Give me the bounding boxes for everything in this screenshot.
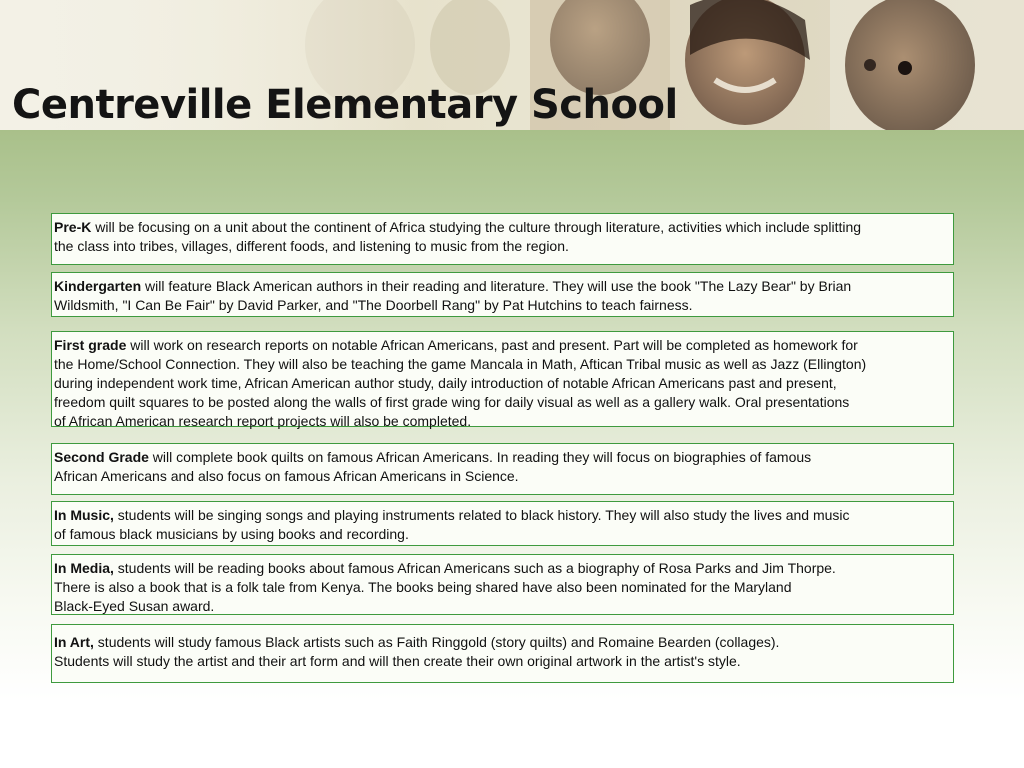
section-line: Second Grade will complete book quilts on famous African Americans. In reading they will focus on biographies of famous xyxy=(54,449,812,465)
section-label: In Media, xyxy=(54,560,114,576)
section-label: Pre-K xyxy=(54,219,92,235)
section-first-grade xyxy=(51,331,954,427)
section-line: the Home/School Connection. They will also be teaching the game Mancala in Math, Aftican Tribal music as well as Jazz (Ellington) xyxy=(54,356,867,372)
section-line: the class into tribes, villages, different foods, and listening to music from the region. xyxy=(54,238,569,254)
section-second-grade xyxy=(51,443,954,495)
section-line: of famous black musicians by using books and recording. xyxy=(54,526,409,542)
section-line: In Media, students will be reading books about famous African Americans such as a biography of Rosa Parks and Jim Thorpe. xyxy=(54,560,836,576)
section-art xyxy=(51,624,954,683)
section-line: freedom quilt squares to be posted along the walls of first grade wing for daily visual as well as a gallery walk. Oral presentations xyxy=(54,394,850,410)
section-line: Pre-K will be focusing on a unit about the continent of Africa studying the culture through literature, activities which include splitting xyxy=(54,219,862,235)
section-label: Second Grade xyxy=(54,449,149,465)
section-pre-k xyxy=(51,213,954,265)
section-line: First grade will work on research reports on notable African Americans, past and present. Part will be completed as homework for xyxy=(54,337,858,353)
section-line: during independent work time, African American author study, daily introduction of notable African Americans past and present, xyxy=(54,375,837,391)
section-label: First grade xyxy=(54,337,127,353)
header-banner xyxy=(0,0,1024,130)
section-line: of African American research report projects will also be completed. xyxy=(54,413,472,429)
section-kindergarten xyxy=(51,272,954,317)
section-label: In Art, xyxy=(54,634,94,650)
page-title: Centreville Elementary School xyxy=(12,82,678,128)
section-media xyxy=(51,554,954,615)
section-label: In Music, xyxy=(54,507,114,523)
section-line: Wildsmith, "I Can Be Fair" by David Parker, and "The Doorbell Rang" by Pat Hutchins to teach fairness. xyxy=(54,297,693,313)
section-line: Kindergarten will feature Black American authors in their reading and literature. They will use the book "The Lazy Bear" by Brian xyxy=(54,278,852,294)
section-label: Kindergarten xyxy=(54,278,142,294)
section-line: Black-Eyed Susan award. xyxy=(54,598,215,614)
section-line: In Music, students will be singing songs and playing instruments related to black history. They will also study the lives and music xyxy=(54,507,850,523)
section-line: There is also a book that is a folk tale from Kenya. The books being shared have also been nominated for the Maryland xyxy=(54,579,792,595)
section-line: In Art, students will study famous Black artists such as Faith Ringgold (story quilts) and Romaine Bearden (collages). xyxy=(54,634,780,650)
section-line: Students will study the artist and their art form and will then create their own original artwork in the artist's style. xyxy=(54,653,741,669)
section-music xyxy=(51,501,954,546)
section-line: African Americans and also focus on famous African Americans in Science. xyxy=(54,468,519,484)
